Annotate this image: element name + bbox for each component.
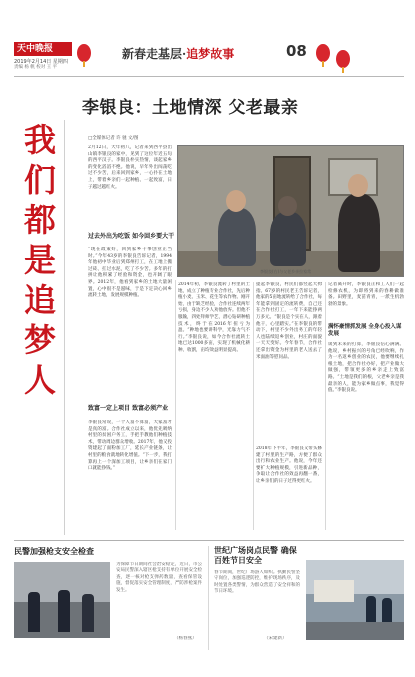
section-title bbox=[122, 45, 234, 62]
column-divider bbox=[325, 282, 326, 530]
lantern-icon bbox=[316, 44, 330, 62]
photo-person-head bbox=[226, 190, 246, 212]
news-brief-left-credit: （杨春燕） bbox=[174, 636, 197, 641]
vertical-title-char: 梦 bbox=[23, 321, 56, 359]
photo-building bbox=[314, 580, 354, 602]
photo-officer bbox=[58, 590, 70, 632]
lantern-icon bbox=[336, 50, 350, 68]
article-body-col1: “现在政策好，回到家乡干事创业正当时。”今年43岁的李银良告诉记者，1994年他初中毕业后到郑州打工，在工地上搬过砖、扛过水泥，吃了不少苦。多年的打拼让他积累了经验和资金，也开阔了眼界。2012年，他看到家乡的土地大量闲置，心中很不是滋味，于是下定决心回乡流转土地，发展规模种植。 bbox=[88, 247, 172, 299]
vertical-column-title bbox=[20, 120, 60, 400]
article-photo bbox=[177, 145, 404, 277]
subheading-3: 满怀豪情抓发展 全身心投入谋发展 bbox=[328, 324, 402, 337]
news-brief-right-text: 春节期间，世纪广场游人如织。执勤民警坚守岗位，加强巡逻防控，维护现场秩序，及时处置各类警情，为群众营造了安全祥和的节日环境。 bbox=[214, 570, 300, 595]
bottom-divider bbox=[14, 540, 404, 541]
photo-officer bbox=[28, 592, 40, 632]
masthead-logo: 天中晚报 bbox=[14, 42, 72, 56]
photo-person-li-yinliang bbox=[338, 194, 380, 272]
page-number: 08 bbox=[286, 42, 307, 60]
subheading-1: 过去外出为吃饭 如今回乡要大干 bbox=[88, 233, 175, 240]
article-intro: 2月12日，大年初八，记者来到西平县出山镇李银良的家中，见到了这位年近五旬的西平汉子。李银良朴实热情，谈起家乡的变化滔滔不绝。他说，早年外出闯荡吃过不少苦，后来回到家乡，一心扑在土地上，带着乡亲们一起种植、一起致富，日子越过越红火。 bbox=[88, 145, 172, 190]
vertical-title-char: 是 bbox=[23, 241, 56, 279]
photo-person-head bbox=[278, 196, 297, 216]
article-body-col1-tail: 李银良常说，一个人富不算富，大家富才是真的富。合作社成立以来，他优先吸纳村里的贫困户务工，手把手教他们种植技术，带动周边群众增收。2017年，他又投资建起了面粉加工厂，延长产业链条，让村里的粮食就地转化增值。“下一步，我打算再上一个深加工项目，让乡亲们在家门口就能挣钱。” bbox=[88, 420, 172, 472]
vertical-title-char: 我 bbox=[23, 121, 56, 159]
news-brief-right-photo bbox=[306, 560, 404, 640]
column-divider bbox=[208, 546, 209, 650]
photo-person-elderly bbox=[218, 208, 256, 266]
vertical-title-char: 人 bbox=[23, 361, 56, 399]
news-brief-left-photo bbox=[14, 562, 110, 638]
photo-officer bbox=[82, 594, 94, 632]
news-brief-left bbox=[14, 546, 204, 656]
subheading-2: 致富一定上项目 致富必须产业 bbox=[88, 405, 169, 412]
article-body-col3-tail: 2018年下半年，李银良又带头修建了村里的生产路，方便了群众出行和农业生产。他说，今年还要扩大种植规模，引进新品种，争取让合作社的效益再翻一番，让乡亲们的日子过得更红火。 bbox=[256, 446, 322, 484]
article-headline: 李银良：土地情深 父老最亲 bbox=[82, 98, 299, 118]
photo-person-head bbox=[348, 174, 368, 197]
column-divider bbox=[253, 282, 254, 530]
article-body-col4-lead: 记者离开时，李银良正和工人们一起检修农机，为即将到来的春耕做准备。田野里，麦苗青青，一派生机勃勃的景象。 bbox=[328, 282, 404, 307]
article-body-col4: 谈到未来的打算，李银良信心满满。他说，乡村振兴的号角已经吹响，作为一名返乡创业的农民，他要继续扎根土地，把合作社办好，把产业做大做强，带领更多的乡亲走上致富路。“土地是我们的根，父老乡亲是我最亲的人，能为家乡做点事，我觉得值。”李银良说。 bbox=[328, 342, 404, 394]
photo-person-middle bbox=[270, 212, 306, 266]
article-body-col3: 提起李银良，村民们都竖起大拇指。67岁的村民老王告诉记者，他家的5亩地流转给了合作社，每年能拿到固定的流转费，自己还在合作社打工，一年下来能挣两万多元。“银良是个实在人，跟着他干，心里踏实。”在李银良的带动下，村里不少外出务工的年轻人也陆续返乡创业，村庄的面貌一天天变好。今年春节，合作社还拿出资金为村里的老人送去了米面油等慰问品。 bbox=[256, 282, 322, 360]
column-divider bbox=[64, 120, 65, 535]
vertical-title-char: 们 bbox=[23, 161, 56, 199]
news-brief-left-title: 民警加强枪支安全检查 bbox=[14, 547, 94, 556]
lantern-icon bbox=[77, 44, 91, 62]
news-brief-right bbox=[214, 546, 404, 656]
vertical-title-char: 都 bbox=[23, 201, 56, 239]
photo-caption: 李银良(右)与父老乡亲拉家常 bbox=[260, 269, 312, 274]
news-brief-right-title: 世纪广场岗点民警 确保百姓节日安全 bbox=[214, 546, 297, 565]
section-title-prefix: 新春走基层· bbox=[122, 47, 187, 61]
column-divider bbox=[175, 280, 176, 530]
article-body-col2: 2014年初，李银良流转了村里的土地，成立了种植专业合作社，先后种植小麦、玉米、花生等农作物。刚开始，由于缺乏经验，合作社连续两年亏损，身边不少人劝他放弃。但他不服输，四处拜师学艺，潜心钻研种植技术，终于在2016年扭亏为盈。“种地也要讲科学，光靠力气不行。”李银良说，如今合作社流转土地已达1000多亩，实现了机械化耕种、收割，亩均效益明显提高。 bbox=[178, 282, 250, 353]
section-title-highlight: 追梦故事 bbox=[186, 47, 235, 61]
header-divider bbox=[14, 76, 404, 77]
news-brief-left-text: 为保障节日期间社会治安稳定，近日，市公安局民警深入辖区枪支持有单位开展安全检查，逐一核对枪支弹药数量，查看保管设施，督促落实安全管理制度，严防涉枪案件发生。 bbox=[116, 562, 202, 593]
article-byline: □全媒体记者 许 驰 文/图 bbox=[88, 136, 139, 141]
news-brief-right-credit: （宋建新） bbox=[264, 636, 287, 641]
vertical-title-char: 追 bbox=[23, 281, 56, 319]
editor-credits: 责编 杨 帆 校对 王 平 bbox=[14, 65, 58, 70]
issue-date: 2019年2月14日 星期四 bbox=[14, 59, 68, 65]
photo-pavement bbox=[306, 622, 404, 640]
